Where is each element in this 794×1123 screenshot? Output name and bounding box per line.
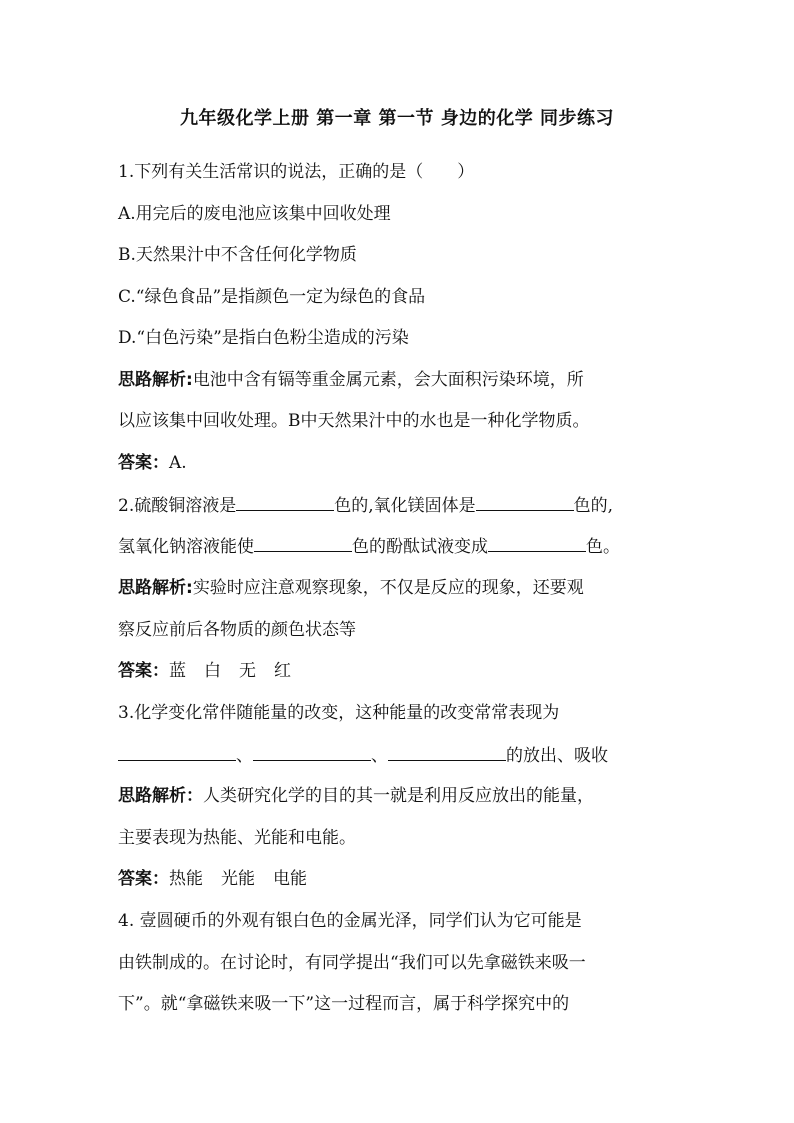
q1-option-a: A.用完后的废电池应该集中回收处理 <box>118 204 391 224</box>
analysis-label: 思路解析: <box>118 370 193 390</box>
q3-analysis-text-1: 人类研究化学的目的其一就是利用反应放出的能量， <box>203 786 594 806</box>
q2-analysis-line-1 <box>118 576 688 600</box>
q2-answer-1: 蓝 <box>169 661 186 681</box>
q4-line-1: 4. 壹圆硬币的外观有银白色的金属光泽，同学们认为它可能是 <box>118 911 582 931</box>
q2-text-b: 色的,氧化镁固体是 <box>334 496 476 516</box>
q2-blank-2[interactable] <box>476 493 574 511</box>
q1-answer-line <box>118 451 688 475</box>
q3-tail: 的放出、吸收 <box>506 746 608 766</box>
q1-analysis-line-2: 以应该集中回收处理。B中天然果汁中的水也是一种化学物质。 <box>118 411 590 431</box>
q2-line-2 <box>118 534 688 559</box>
q2-blank-1[interactable] <box>236 493 334 511</box>
analysis-label: 思路解析: <box>118 578 193 598</box>
q3-separator-2: 、 <box>371 746 388 766</box>
q1-answer: A. <box>169 453 187 473</box>
q3-line-1: 3.化学变化常伴随能量的改变，这种能量的改变常常表现为 <box>118 703 560 723</box>
q3-analysis-line-1 <box>118 784 688 808</box>
q2-text-a: 2.硫酸铜溶液是 <box>118 496 237 516</box>
q2-blank-4[interactable] <box>488 534 586 552</box>
q1-option-c: C.“绿色食品”是指颜色一定为绿色的食品 <box>118 287 426 307</box>
q4-line-3: 下”。就“拿磁铁来吸一下”这一过程而言，属于科学探究中的 <box>118 994 570 1014</box>
q2-text-e: 色的酚酞试液变成 <box>352 537 488 557</box>
q3-blank-2[interactable] <box>253 743 371 761</box>
q3-blank-3[interactable] <box>388 743 506 761</box>
q2-line-1 <box>118 493 688 518</box>
answer-label: 答案： <box>118 661 169 681</box>
q4-line-2: 由铁制成的。在讨论时，有同学提出“我们可以先拿磁铁来吸一 <box>118 953 586 973</box>
q3-analysis-line-2: 主要表现为热能、光能和电能。 <box>118 828 356 848</box>
q2-answer-line <box>118 659 688 683</box>
q3-answer-2: 光能 <box>221 869 255 889</box>
q2-answer-4: 红 <box>274 661 291 681</box>
q2-answer-3: 无 <box>239 661 256 681</box>
q1-stem: 1.下列有关生活常识的说法，正确的是（ ） <box>118 162 475 182</box>
q3-separator-1: 、 <box>236 746 253 766</box>
q1-option-b: B.天然果汁中不含任何化学物质 <box>118 245 357 265</box>
q3-answer-1: 热能 <box>169 869 203 889</box>
q1-option-d: D.“白色污染”是指白色粉尘造成的污染 <box>118 328 409 348</box>
q2-analysis-text-1: 实验时应注意观察现象，不仅是反应的现象，还要观 <box>192 578 584 598</box>
q3-answer-line <box>118 867 688 891</box>
analysis-label: 思路解析： <box>118 786 203 806</box>
q3-blank-1[interactable] <box>118 743 236 761</box>
q2-text-f: 色。 <box>586 537 620 557</box>
q3-answer-3: 电能 <box>273 869 307 889</box>
q1-analysis-line-1 <box>118 368 688 392</box>
document-title: 九年级化学上册 第一章 第一节 身边的化学 同步练习 <box>179 108 615 129</box>
answer-label: 答案： <box>118 453 169 473</box>
q2-blank-3[interactable] <box>254 534 352 552</box>
q2-answer-2: 白 <box>204 661 221 681</box>
q3-line-2 <box>118 743 688 768</box>
q2-analysis-line-2: 察反应前后各物质的颜色状态等 <box>118 620 356 640</box>
answer-label: 答案： <box>118 869 169 889</box>
q2-text-d: 氢氧化钠溶液能使 <box>118 537 254 557</box>
q2-text-c: 色的, <box>573 496 614 516</box>
q1-analysis-text-1: 电池中含有镉等重金属元素，会大面积污染环境，所 <box>192 370 584 390</box>
